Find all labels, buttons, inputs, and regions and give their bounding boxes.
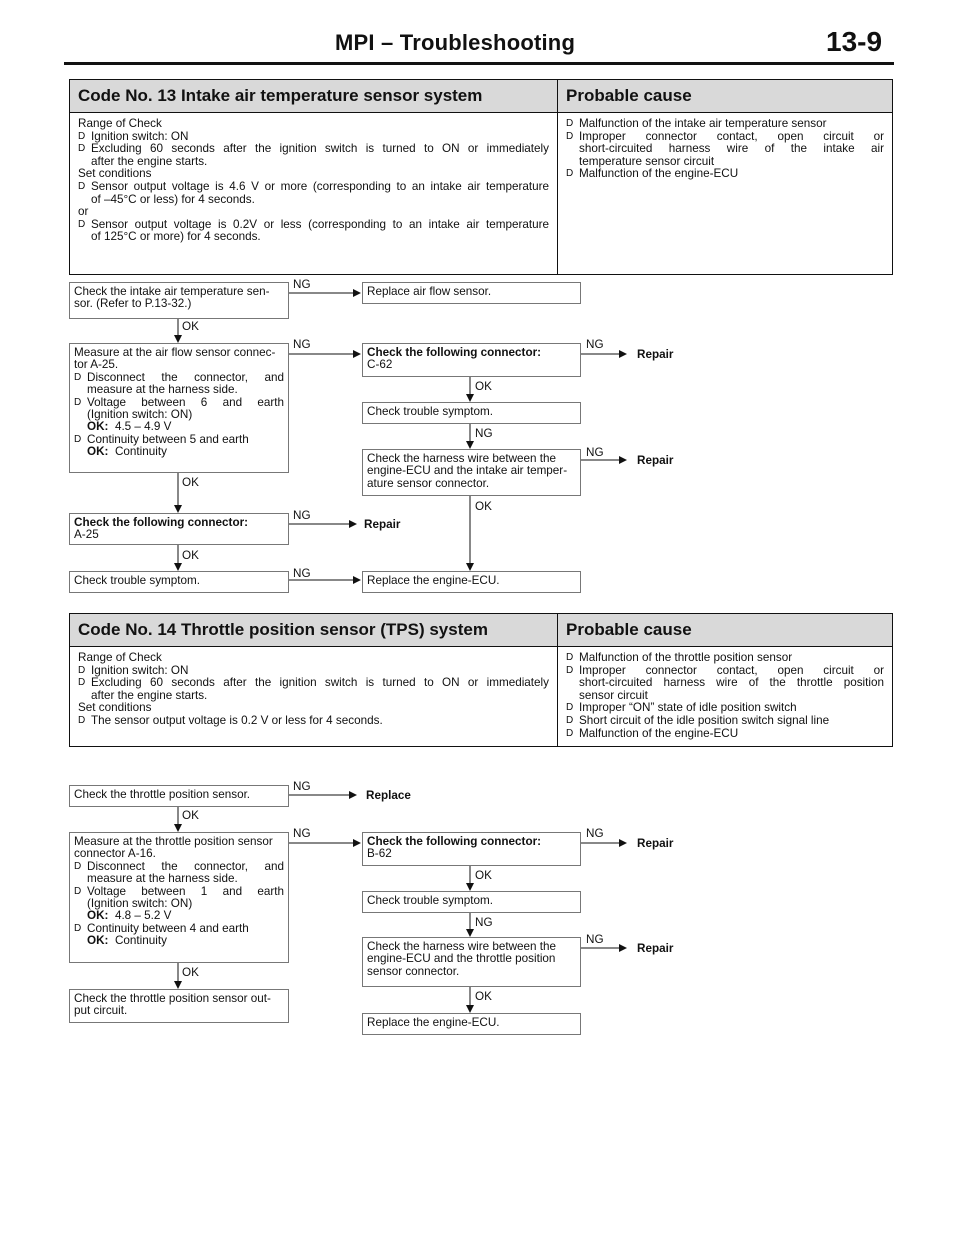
ng-label: NG bbox=[293, 567, 311, 580]
cause-item: Improper connector contact, open circuit or bbox=[579, 129, 884, 143]
bullet: D bbox=[566, 727, 574, 739]
ok-label: OK bbox=[475, 869, 492, 882]
bullet: D bbox=[566, 168, 574, 180]
ng-label: NG bbox=[586, 338, 604, 351]
flow14-connector-b62 bbox=[362, 832, 581, 866]
box-text: Disconnect the connector, and bbox=[87, 370, 284, 384]
ok-value: Continuity bbox=[114, 445, 167, 459]
repair-label: Repair bbox=[637, 942, 674, 955]
replace-label: Replace bbox=[366, 789, 411, 802]
code13-cause-header: Probable cause bbox=[558, 80, 893, 113]
box-text: Voltage between 1 and earth bbox=[87, 884, 284, 898]
bullet: D bbox=[78, 664, 86, 676]
cause-item-cont: temperature sensor circuit bbox=[579, 154, 715, 168]
box-text: Check the harness wire between the bbox=[367, 940, 557, 953]
flow14-step-measure bbox=[69, 832, 289, 963]
cause-item-cont: short-circuited harness wire of the intake air bbox=[579, 142, 884, 156]
box-text: Replace air flow sensor. bbox=[367, 285, 492, 298]
bullet: D bbox=[78, 714, 86, 726]
set-label: Set conditions bbox=[78, 167, 152, 181]
range-label: Range of Check bbox=[78, 651, 162, 664]
ok-value: Continuity bbox=[114, 934, 167, 948]
box-text: (Ignition switch: ON) bbox=[87, 897, 193, 911]
box-text: Voltage between 6 and earth bbox=[87, 395, 284, 409]
bullet: D bbox=[566, 664, 574, 676]
box-text: tor A-25. bbox=[74, 358, 119, 372]
set-item-cont: of –45°C or less) for 4 seconds. bbox=[91, 192, 255, 206]
ok-label: OK bbox=[475, 380, 492, 393]
set-label: Set conditions bbox=[78, 701, 152, 715]
box-title: Check the following connector: bbox=[367, 346, 542, 359]
set-item-cont: of 125°C or more) for 4 seconds. bbox=[91, 230, 261, 244]
ok-label: OK: bbox=[87, 909, 109, 923]
bullet: D bbox=[74, 885, 82, 897]
code14-title: Code No. 14 Throttle position sensor (TPS) system bbox=[70, 614, 558, 647]
box-text: Replace the engine-ECU. bbox=[367, 1016, 500, 1029]
range-item: Excluding 60 seconds after the ignition switch is turned to ON or immediately bbox=[91, 142, 549, 156]
bullet: D bbox=[78, 677, 86, 689]
box-text: Check trouble symptom. bbox=[367, 405, 494, 418]
ng-label: NG bbox=[586, 933, 604, 946]
bullet: D bbox=[74, 922, 82, 934]
cause-item-cont: short-circuited harness wire of the throttle position bbox=[579, 676, 884, 690]
ok-value: 4.8 – 5.2 V bbox=[114, 909, 172, 923]
repair-label: Repair bbox=[637, 837, 674, 850]
box-text: Check the harness wire between the bbox=[367, 452, 557, 465]
cause-item: Malfunction of the engine-ECU bbox=[579, 167, 739, 181]
repair-label: Repair bbox=[364, 518, 401, 531]
range-item: Excluding 60 seconds after the ignition switch is turned to ON or immediately bbox=[91, 676, 549, 690]
flow14-replace-ecu bbox=[362, 1013, 581, 1035]
connector-id: B-62 bbox=[367, 847, 392, 861]
ng-label: NG bbox=[475, 916, 493, 929]
box-title: Check the following connector: bbox=[367, 835, 542, 848]
set-item: Sensor output voltage is 4.6 V or more (corresponding to an intake air temperature bbox=[91, 179, 549, 193]
cause-item: Improper connector contact, open circuit or bbox=[579, 663, 884, 677]
box-text: Check the throttle position sensor out- bbox=[74, 992, 271, 1005]
flow14-output-circuit bbox=[69, 989, 289, 1023]
box-text: ature sensor connector. bbox=[367, 476, 490, 490]
range-item: Ignition switch: ON bbox=[91, 129, 189, 143]
bullet: D bbox=[74, 396, 82, 408]
cause-item: Short circuit of the idle position switch signal line bbox=[579, 713, 830, 727]
box-text: Check trouble symptom. bbox=[74, 574, 201, 587]
bullet: D bbox=[78, 218, 86, 230]
box-text: Measure at the throttle position sensor bbox=[74, 835, 273, 848]
ng-label: NG bbox=[293, 827, 311, 840]
repair-label: Repair bbox=[637, 454, 674, 467]
cause-item: Improper “ON” state of idle position switch bbox=[579, 701, 797, 715]
ng-label: NG bbox=[293, 338, 311, 351]
bullet: D bbox=[78, 143, 86, 155]
ng-label: NG bbox=[586, 827, 604, 840]
connector-id: C-62 bbox=[367, 358, 393, 372]
box-text: sor. (Refer to P.13-32.) bbox=[74, 297, 192, 311]
ok-label: OK bbox=[182, 320, 199, 333]
range-item-cont: after the engine starts. bbox=[91, 154, 208, 168]
connector-id: A-25 bbox=[74, 528, 99, 542]
box-text: Check the intake air temperature sen- bbox=[74, 285, 270, 298]
ng-label: NG bbox=[475, 427, 493, 440]
flow14-trouble-symptom bbox=[362, 891, 581, 913]
page-title: MPI – Troubleshooting bbox=[335, 30, 576, 55]
ok-value: 4.5 – 4.9 V bbox=[114, 420, 172, 434]
ng-label: NG bbox=[293, 780, 311, 793]
box-text: measure at the harness side. bbox=[87, 383, 238, 397]
box-text: (Ignition switch: ON) bbox=[87, 408, 193, 422]
ok-label: OK bbox=[475, 990, 492, 1003]
or-label: or bbox=[78, 205, 89, 219]
box-text: Continuity between 5 and earth bbox=[87, 432, 249, 446]
box-text: connector A-16. bbox=[74, 847, 156, 861]
set-item: Sensor output voltage is 0.2V or less (corresponding to an intake air temperature bbox=[91, 217, 549, 231]
box-text: Measure at the air flow sensor connec- bbox=[74, 346, 276, 359]
ok-label: OK: bbox=[87, 934, 109, 948]
cause-item-cont: sensor circuit bbox=[579, 688, 648, 702]
range-item: Ignition switch: ON bbox=[91, 663, 189, 677]
page-number: 13-9 bbox=[826, 26, 883, 57]
box-text: sensor connector. bbox=[367, 964, 460, 978]
bullet: D bbox=[566, 118, 574, 129]
bullet: D bbox=[566, 702, 574, 714]
ok-label: OK: bbox=[87, 445, 109, 459]
ok-label: OK bbox=[475, 500, 492, 513]
ng-label: NG bbox=[586, 446, 604, 459]
box-text: Check the throttle position sensor. bbox=[74, 788, 251, 801]
set-item: The sensor output voltage is 0.2 V or less for 4 seconds. bbox=[91, 713, 383, 727]
bullet: D bbox=[74, 371, 82, 383]
ok-label: OK bbox=[182, 809, 199, 822]
box-text: engine-ECU and the throttle position bbox=[367, 952, 556, 966]
box-text: Replace the engine-ECU. bbox=[367, 574, 500, 587]
ok-label: OK bbox=[182, 476, 199, 489]
box-text: Continuity between 4 and earth bbox=[87, 921, 249, 935]
cause-item: Malfunction of the engine-ECU bbox=[579, 726, 739, 740]
bullet: D bbox=[566, 130, 574, 142]
range-item-cont: after the engine starts. bbox=[91, 688, 208, 702]
box-text: Check trouble symptom. bbox=[367, 894, 494, 907]
bullet: D bbox=[78, 130, 86, 142]
box-text: put circuit. bbox=[74, 1004, 128, 1018]
flow14-step-tps-check bbox=[69, 785, 289, 807]
bullet: D bbox=[74, 860, 82, 872]
cause-item: Malfunction of the intake air temperature sensor bbox=[579, 117, 827, 130]
box-text: Disconnect the connector, and bbox=[87, 859, 284, 873]
repair-label: Repair bbox=[637, 348, 674, 361]
ng-label: NG bbox=[293, 278, 311, 291]
flow14-harness-check bbox=[362, 937, 581, 987]
code14-cause-header: Probable cause bbox=[558, 614, 893, 647]
cause-item: Malfunction of the throttle position sensor bbox=[579, 651, 793, 664]
ok-label: OK: bbox=[87, 420, 109, 434]
box-title: Check the following connector: bbox=[74, 516, 249, 529]
box-text: engine-ECU and the intake air temper- bbox=[367, 464, 568, 478]
ok-label: OK bbox=[182, 966, 199, 979]
bullet: D bbox=[566, 714, 574, 726]
ok-label: OK bbox=[182, 549, 199, 562]
bullet: D bbox=[566, 652, 574, 663]
ng-label: NG bbox=[293, 509, 311, 522]
code13-title: Code No. 13 Intake air temperature sensor system bbox=[70, 80, 558, 113]
bullet: D bbox=[74, 433, 82, 445]
range-label: Range of Check bbox=[78, 117, 162, 130]
box-text: measure at the harness side. bbox=[87, 872, 238, 886]
bullet: D bbox=[78, 180, 86, 192]
